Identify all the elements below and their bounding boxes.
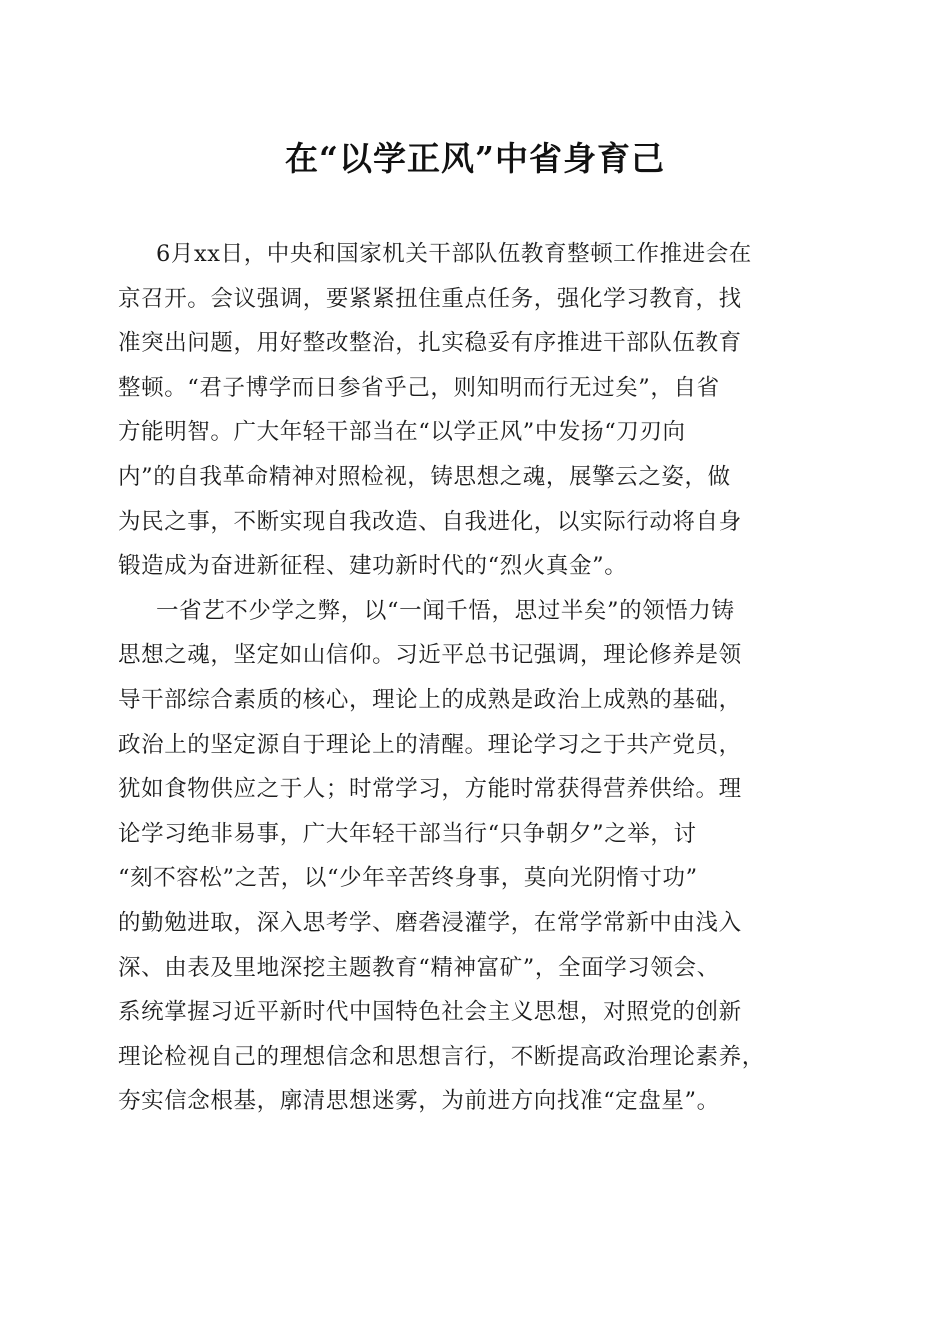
paragraph-line: 锻造成为奋进新征程、建功新时代的“烈火真金”。 bbox=[118, 553, 628, 580]
paragraph-line: 京召开。会议强调，要紧紧扭住重点任务，强化学习教育，找 bbox=[118, 285, 742, 312]
paragraph-line: 内”的自我革命精神对照检视，铸思想之魂，展擎云之姿，做 bbox=[118, 463, 731, 490]
paragraph-line: 论学习绝非易事，广大年轻干部当行“只争朝夕”之举，讨 bbox=[118, 820, 697, 847]
paragraph-line: 为民之事，不断实现自我改造、自我进化，以实际行动将自身 bbox=[118, 508, 742, 535]
paragraph-line: 6月xx日，中央和国家机关干部队伍教育整顿工作推进会在 bbox=[156, 241, 752, 267]
paragraph-2 bbox=[118, 589, 832, 1124]
document-body bbox=[118, 232, 832, 1124]
paragraph-line: 的勤勉进取，深入思考学、磨砻浸灌学，在常学常新中由浅入 bbox=[118, 909, 742, 936]
paragraph-line: 思想之魂，坚定如山信仰。习近平总书记强调，理论修养是领 bbox=[118, 642, 742, 669]
paragraph-line: 导干部综合素质的核心，理论上的成熟是政治上成熟的基础， bbox=[118, 686, 742, 713]
paragraph-line: 方能明智。广大年轻干部当在“以学正风”中发扬“刀刃向 bbox=[118, 419, 686, 446]
paragraph-line: “刻不容松”之苦，以“少年辛苦终身事，莫向光阴惰寸功” bbox=[118, 865, 698, 892]
paragraph-line: 政治上的坚定源自于理论上的清醒。理论学习之于共产党员， bbox=[118, 731, 742, 758]
paragraph-line: 夯实信念根基，廓清思想迷雾，为前进方向找准“定盘星”。 bbox=[118, 1088, 720, 1115]
paragraph-line: 深、由表及里地深挖主题教育“精神富矿”，全面学习领会、 bbox=[118, 954, 720, 981]
paragraph-line: 系统掌握习近平新时代中国特色社会主义思想，对照党的创新 bbox=[118, 999, 742, 1026]
document-title: 在“以学正风”中省身育己 bbox=[285, 139, 665, 178]
paragraph-1 bbox=[118, 232, 832, 589]
paragraph-line: 犹如食物供应之于人；时常学习，方能时常获得营养供给。理 bbox=[118, 776, 742, 803]
paragraph-line: 准突出问题，用好整改整治，扎实稳妥有序推进干部队伍教育 bbox=[118, 330, 742, 357]
paragraph-line: 理论检视自己的理想信念和思想言行，不断提高政治理论素养， bbox=[118, 1043, 765, 1070]
paragraph-line: 整顿。“君子博学而日参省乎己，则知明而行无过矣”，自省 bbox=[118, 374, 720, 401]
paragraph-line: 一省艺不少学之弊，以“一闻千悟，思过半矣”的领悟力铸 bbox=[156, 597, 735, 624]
